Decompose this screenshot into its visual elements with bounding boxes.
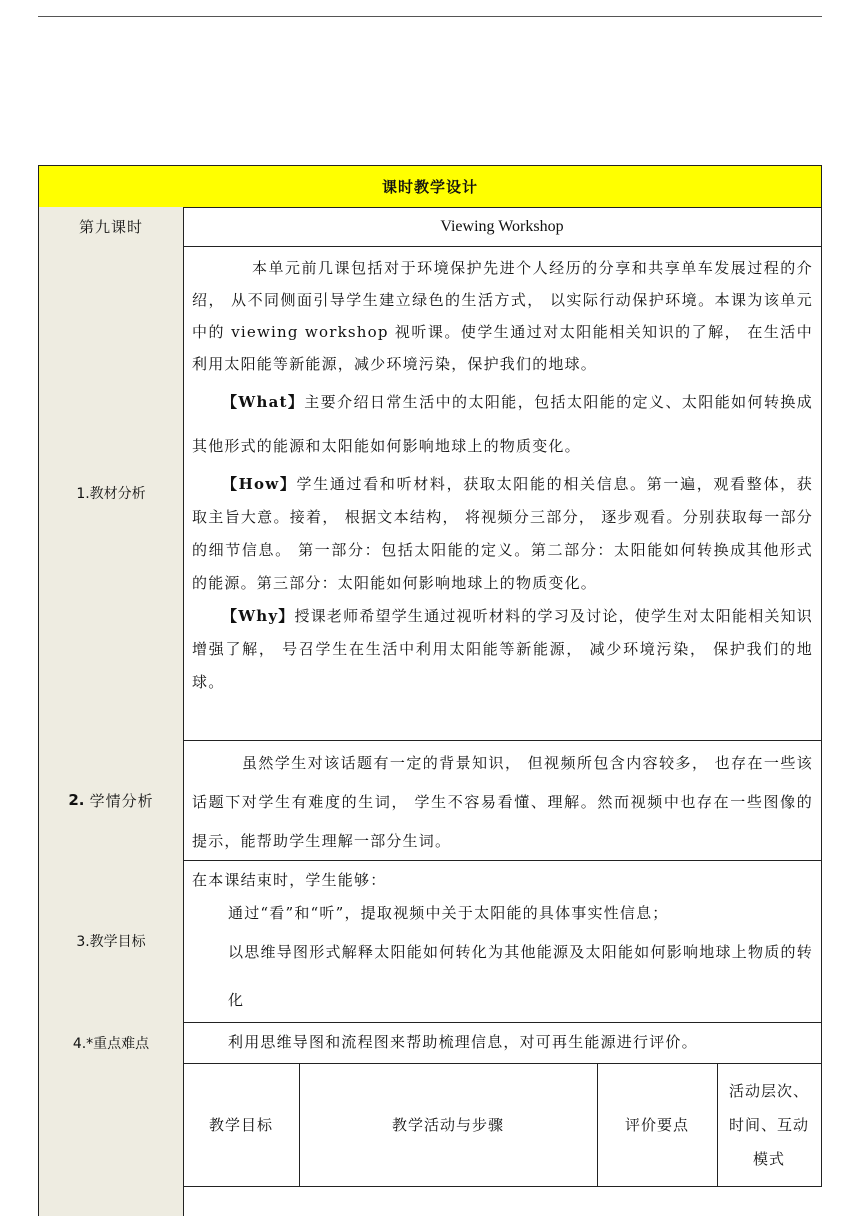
students-label-text: 学情分析 <box>89 791 154 810</box>
students-label-num: 2. <box>68 791 85 809</box>
header-level-line-3: 模式 <box>752 1149 785 1168</box>
how-tag: 【How】 <box>222 475 297 493</box>
table-title-cell <box>38 165 822 208</box>
why-tag: 【Why】 <box>222 607 295 625</box>
goals-content <box>183 860 822 1023</box>
activity-blank-cell <box>38 1063 184 1216</box>
keypoints-label: 4.*重点难点 <box>38 1022 184 1064</box>
keypoints-text: 利用思维导图和流程图来帮助梳理信息，对可再生能源进行评价。 <box>183 1022 822 1064</box>
table-title: 课时教学设计 <box>381 178 478 196</box>
goals-item-1: 通过“看”和“听”，提取视频中关于太阳能的具体事实性信息； <box>228 904 669 922</box>
header-goal: 教学目标 <box>183 1063 300 1187</box>
how-text: 学生通过看和听材料，获取太阳能的相关信息。第一遍，观看整体，获取主旨大意。接着， 根据文本结构， 将视频分三部分， 逐步观看。分别获取每一部分的细节信息。 第一部分：包括太阳能的定义。第二部分：太阳能如何转换成其他形式的能源。第三部分：太阳能如何影响地球上的物质变化。 <box>192 475 813 592</box>
analysis-how <box>192 468 813 600</box>
analysis-why <box>192 600 813 699</box>
header-level <box>717 1063 822 1187</box>
analysis-label: 1.教材分析 <box>38 246 184 741</box>
students-content <box>183 740 822 861</box>
header-rule <box>38 16 822 17</box>
header-evaluation: 评价要点 <box>597 1063 718 1187</box>
students-label <box>38 740 184 861</box>
analysis-content <box>183 246 822 741</box>
goals-lead: 在本课结束时，学生能够： <box>192 871 387 889</box>
what-text: 主要介绍日常生活中的太阳能，包括太阳能的定义、太阳能如何转换成其他形式的能源和太阳能如何影响地球上的物质变化。 <box>192 393 813 455</box>
goals-label: 3.教学目标 <box>38 860 184 1023</box>
header-level-line-1: 活动层次、 <box>728 1081 809 1100</box>
header-activity: 教学活动与步骤 <box>299 1063 598 1187</box>
analysis-intro: 本单元前几课包括对于环境保护先进个人经历的分享和共享单车发展过程的介绍， 从不同侧面引导学生建立绿色的生活方式， 以实际行动保护环境。本课为该单元中的 viewing workshop 视听课。使学生通过对太阳能相关知识的了解， 在生活中利用太阳能等新能源，减少环境污染，保护我们的地球。 <box>192 259 813 373</box>
goals-item-2: 以思维导图形式解释太阳能如何转化为其他能源及太阳能如何影响地球上物质的转化 <box>228 943 813 1009</box>
analysis-what <box>192 380 813 468</box>
what-tag: 【What】 <box>222 393 305 411</box>
header-level-line-2: 时间、互动 <box>728 1115 809 1134</box>
students-text: 虽然学生对该话题有一定的背景知识， 但视频所包含内容较多， 也存在一些该话题下对学生有难度的生词， 学生不容易看懂、理解。然而视频中也存在一些图像的提示，能帮助学生理解一部分生词。 <box>192 754 813 850</box>
lesson-title: Viewing Workshop <box>183 207 822 247</box>
why-text: 授课老师希望学生通过视听材料的学习及讨论，使学生对太阳能相关知识增强了解， 号召学生在生活中利用太阳能等新能源， 减少环境污染， 保护我们的地球。 <box>192 607 814 691</box>
lesson-label: 第九课时 <box>38 207 184 247</box>
